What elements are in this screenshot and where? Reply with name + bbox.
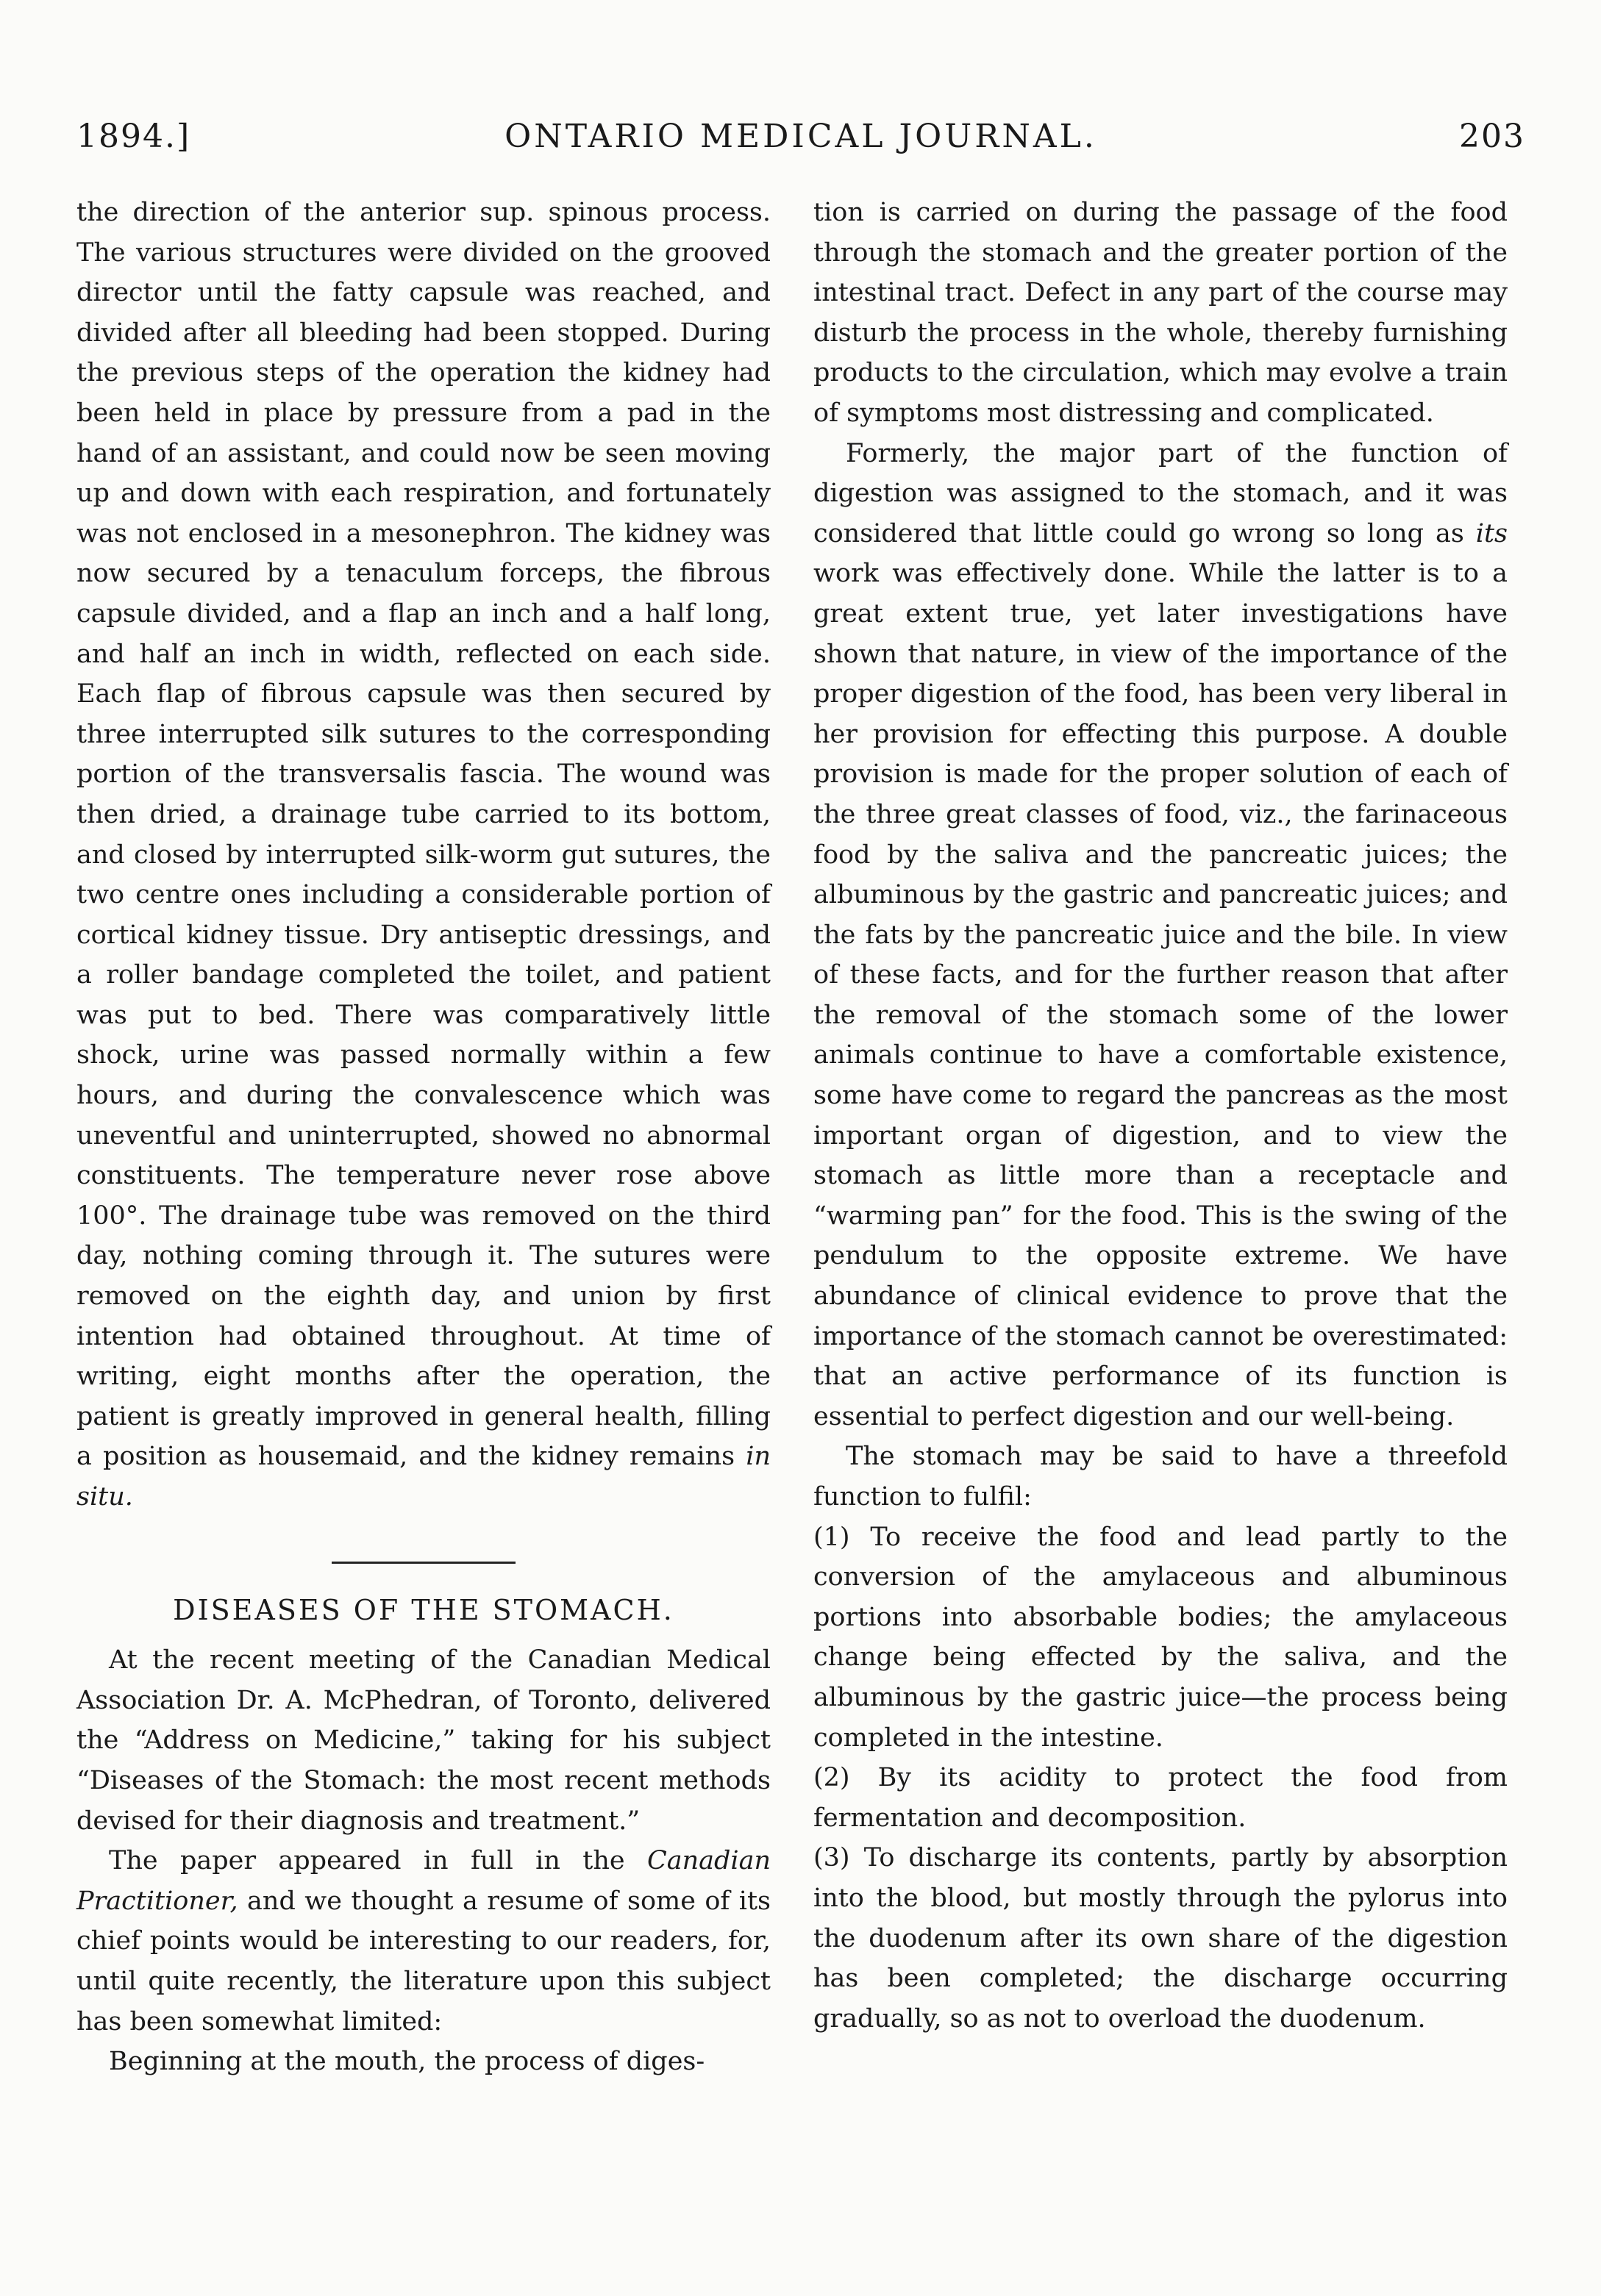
journal-title: ONTARIO MEDICAL JOURNAL. — [504, 118, 1097, 155]
publication-title-italic: Canadian Practitioner, — [76, 1846, 771, 1916]
para2-start: Formerly, the major part of the function of digestion was assigned to the stomach, and it was considered that little could go wrong so long as — [813, 438, 1508, 548]
page-header — [76, 118, 1525, 169]
left-paragraph-2: At the recent meeting of the Canadian Medical Association Dr. A. McPhedran, of Toronto, delivered the “Address on Medicine,” taking for his subject “Diseases of the Stomach: the most recent methods devised for their diagnosis and treatment.” — [76, 1645, 771, 1836]
section-divider — [332, 1562, 516, 1564]
page-number: 203 — [1459, 118, 1525, 155]
para3-start: The paper appeared in full in the — [109, 1846, 625, 1876]
para3-end: and we thought a resume of some of its chief points would be interesting to our readers, for, until quite recently, the literature upon this subject has been somewhat limited: — [76, 1886, 771, 2036]
para2-end: work was effectively done. While the latter is to a great extent true, yet later investigations have shown that nature, in view of the importance of the proper digestion of the food, has been very liberal in her provision for effecting this purpose. A double provision is made for the proper solution of each of the three great classes of food, viz., the farinaceous food by the saliva and the pancreatic juices; the albuminous by the gastric and pancreatic juices; and the fats by the pancreatic juice and the bile. In view of these facts, and for the further reason that after the removal of the stomach some of the lower animals continue to have a comfortable existence, some have come to regard the pancreas as the most important organ of digestion, and to view the stomach as little more than a receptacle and “warming pan” for the food. This is the swing of the pendulum to the opposite extreme. We have abundance of clinical evidence to prove that the importance of the stomach cannot be overestimated: that an active performance of its function is essential to perfect digestion and our well-being. — [813, 559, 1508, 1431]
function-item-3: (3) To discharge its contents, partly by absorption into the blood, but mostly through the pylorus into the duodenum after its own share of the digestion has been completed; the discharge occurring gradually, so as not to overload the duodenum. — [813, 1843, 1508, 2034]
right-paragraph-3: The stomach may be said to have a threefold function to fulfil: — [813, 1442, 1508, 1512]
left-column — [76, 193, 771, 2082]
function-item-1: (1) To receive the food and lead partly to the conversion of the amylaceous and albuminous portions into absorbable bodies; the amylaceous change being effected by the saliva, and the albuminous by the gastric juice—the process being completed in the intestine. — [813, 1522, 1508, 1753]
its-italic: its — [1475, 518, 1508, 548]
section-heading: DISEASES OF THE STOMACH. — [173, 1593, 674, 1626]
left-paragraph-4: Beginning at the mouth, the process of diges- — [109, 2047, 705, 2077]
left-paragraph-1 — [76, 193, 771, 1517]
in-situ-italic: in situ. — [76, 1442, 771, 1512]
right-paragraph-2 — [813, 434, 1508, 1437]
right-column — [813, 193, 1508, 2039]
right-paragraph-1: tion is carried on during the passage of the food through the stomach and the greater portion of the intestinal tract. Defect in any part of the course may disturb the process in the whole, thereby furnishing products to the circulation, which may evolve a train of symptoms most distressing and complicated. — [813, 198, 1508, 428]
left-paragraph-3 — [76, 1841, 771, 2042]
header-year: 1894.] — [76, 118, 191, 155]
case-report-text: the direction of the anterior sup. spinous process. The various structures were divided on the grooved director until the fatty capsule was reached, and divided after all bleeding had been stopped. During the previous steps of the operation the kidney had been held in place by pressure from a pad in the hand of an assistant, and could now be seen moving up and down with each respiration, and fortunately was not enclosed in a mesonephron. The kidney was now secured by a tenaculum forceps, the fibrous capsule divided, and a flap an inch and a half long, and half an inch in width, reflected on each side. Each flap of fibrous capsule was then secured by three interrupted silk sutures to the corresponding portion of the transversalis fascia. The wound was then dried, a drainage tube carried to its bottom, and closed by interrupted silk-worm gut sutures, the two centre ones including a considerable portion of cortical kidney tissue. Dry antiseptic dressings, and a roller bandage completed the toilet, and patient was put to bed. There was comparatively little shock, urine was passed normally within a few hours, and during the convalescence which was uneventful and uninterrupted, showed no abnormal constituents. The temperature never rose above 100°. The drainage tube was removed on the third day, nothing coming through it. The sutures were removed on the eighth day, and union by first intention had obtained throughout. At time of writing, eight months after the operation, the patient is greatly improved in general health, filling a position as housemaid, and the kidney remains — [76, 198, 771, 1472]
function-item-2: (2) By its acidity to protect the food from fermentation and decomposition. — [813, 1763, 1508, 1833]
